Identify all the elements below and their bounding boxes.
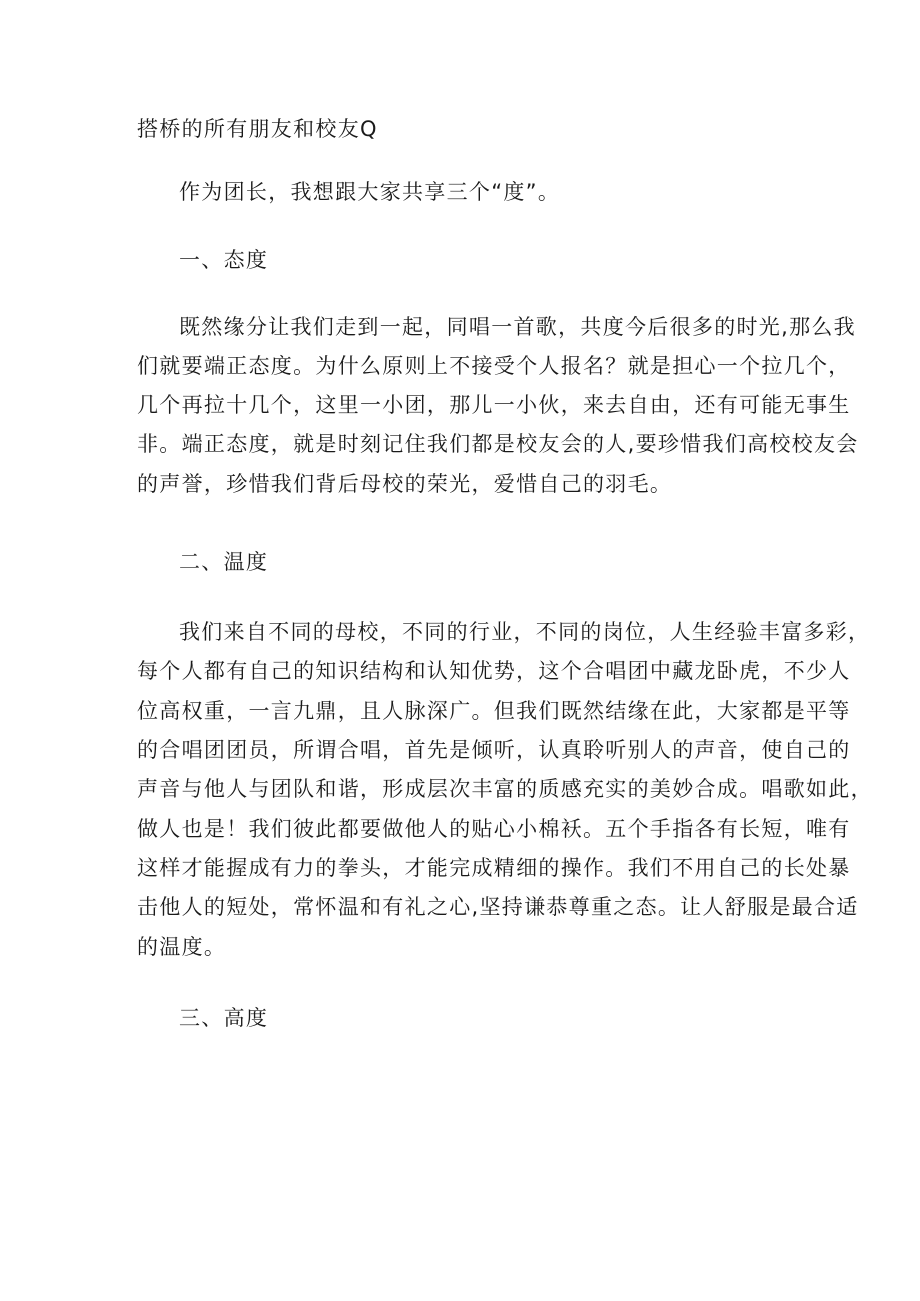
paragraph-line: 的声誉，珍惜我们背后母校的荣光，爱惜自己的羽毛。 [137,472,673,496]
paragraph-line: 的温度。 [137,935,227,959]
intro-paragraph: 作为团长，我想跟大家共享三个“度”。 [179,180,561,204]
paragraph-line: 击他人的短处，常怀温和有礼之心,坚持谦恭尊重之态。让人舒服是最合适 [137,895,859,919]
paragraph-line: 们就要端正态度。为什么原则上不接受个人报名？就是担心一个拉几个， [137,354,851,378]
paragraph-line: 的合唱团团员，所谓合唱，首先是倾听，认真聆听别人的声音，使自己的 [137,738,851,762]
paragraph-line: 声音与他人与团队和谐，形成层次丰富的质感充实的美妙合成。唱歌如此， [137,777,873,801]
section-heading-warmth: 二、温度 [179,550,269,574]
section-heading-attitude: 一、态度 [179,248,269,272]
paragraph-line: 非。端正态度，就是时刻记住我们都是校友会的人,要珍惜我们高校校友会 [137,432,859,456]
paragraph-line: 几个再拉十几个，这里一小团，那儿一小伙，来去自由，还有可能无事生 [137,393,851,417]
paragraph-line: 既然缘分让我们走到一起，同唱一首歌，共度今后很多的时光,那么我 [179,315,856,339]
section-heading-height: 三、高度 [179,1006,269,1030]
paragraph-line: 做人也是！我们彼此都要做他人的贴心小棉袄。五个手指各有长短，唯有 [137,817,851,841]
paragraph-line: 我们来自不同的母校，不同的行业，不同的岗位，人生经验丰富多彩， [179,620,871,644]
opening-line: 搭桥的所有朋友和校友Q [137,117,378,141]
paragraph-line: 位高权重，一言九鼎，且人脉深广。但我们既然结缘在此，大家都是平等 [137,699,851,723]
paragraph-line: 这样才能握成有力的拳头，才能完成精细的操作。我们不用自己的长处暴 [137,856,851,880]
paragraph-line: 每个人都有自己的知识结构和认知优势，这个合唱团中藏龙卧虎，不少人 [137,659,851,683]
